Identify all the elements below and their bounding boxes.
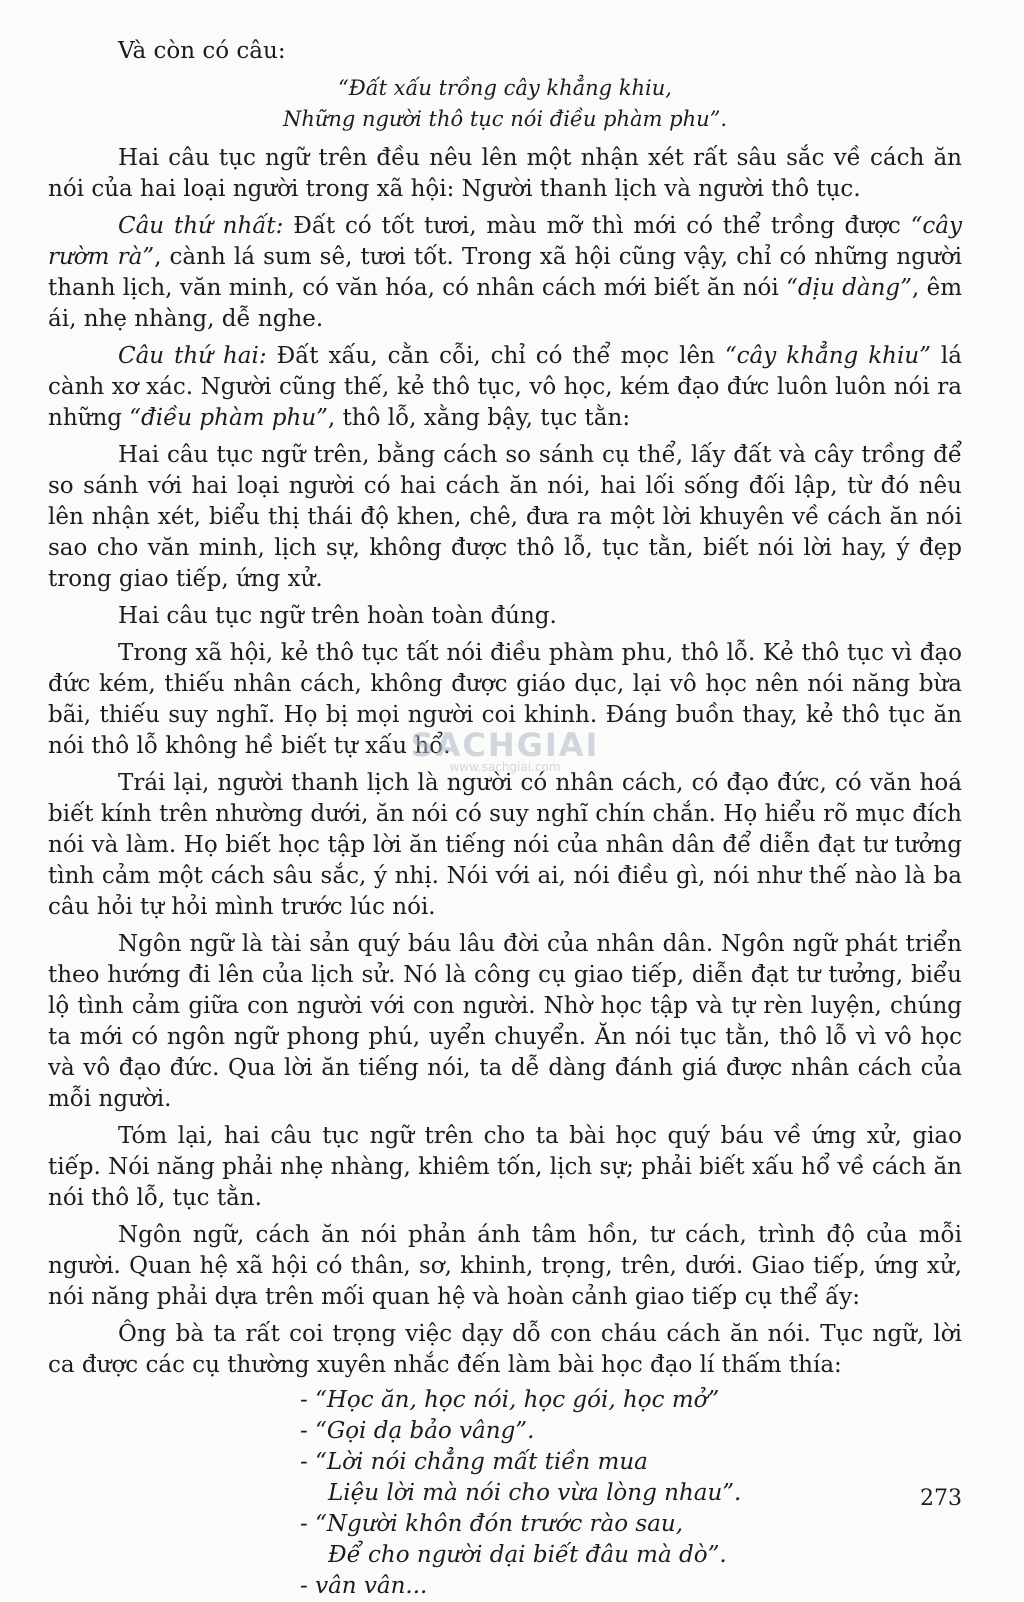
proverb-1: - “Học ăn, học nói, học gói, học mở” bbox=[300, 1387, 720, 1413]
paragraph-4: Hai câu tục ngữ trên, bằng cách so sánh cụ thể, lấy đất và cây trồng để so sánh với hai loại người có hai cách ăn nói, hai lối sống đối lập, từ đó nêu lên nhận xét, biểu thị thái độ khen, chê, đưa ra một lời khuyên về cách ăn nói sao cho văn minh, lịch sự, không được thô lỗ, tục tằn, biết nói lời hay, ý đẹp trong giao tiếp, ứng xử. bbox=[48, 442, 962, 592]
proverb-list bbox=[300, 1385, 962, 1602]
verse-line-2: Những người thô tục nói điều phàm phu”. bbox=[282, 107, 728, 131]
paragraph-3-text-c: , thô lỗ, xằng bậy, tục tằn: bbox=[327, 405, 631, 431]
paragraph-11: Ông bà ta rất coi trọng việc dạy dỗ con cháu cách ăn nói. Tục ngữ, lời ca được các cụ thường xuyên nhắc đến làm bài học đạo lí thấm thía: bbox=[48, 1321, 962, 1378]
paragraph-10: Ngôn ngữ, cách ăn nói phản ánh tâm hồn, tư cách, trình độ của mỗi người. Quan hệ xã hội có thân, sơ, khinh, trọng, trên, dưới. Giao tiếp, ứng xử, nói năng phải dựa trên mối quan hệ và hoàn cảnh giao tiếp cụ thể ấy: bbox=[48, 1222, 962, 1310]
proverb-4: - “Người khôn đón trước rào sau, bbox=[300, 1511, 684, 1537]
proverb-4-continued: Để cho người dại biết đâu mà dò”. bbox=[328, 1542, 727, 1568]
paragraph-3 bbox=[48, 341, 962, 434]
paragraph-3-text-b: lá cành xơ xác. Người cũng thế, kẻ thô tục, vô học, kém đạo đức luôn luôn nói ra những bbox=[48, 343, 962, 431]
paragraph-2 bbox=[48, 211, 962, 335]
page-body bbox=[48, 36, 962, 1602]
paragraph-2-text-b: , cành lá sum sê, tươi tốt. Trong xã hội cũng vậy, chỉ có những người thanh lịch, văn minh, có văn hóa, có nhân cách mới biết ăn nói bbox=[48, 244, 962, 301]
paragraph-3-quote-2: “điều phàm phu” bbox=[129, 405, 328, 431]
paragraph-1: Hai câu tục ngữ trên đều nêu lên một nhận xét rất sâu sắc về cách ăn nói của hai loại người trong xã hội: Người thanh lịch và người thô tục. bbox=[48, 145, 962, 202]
paragraph-3-text-a: Đất xấu, cằn cỗi, chỉ có thể mọc lên bbox=[266, 343, 725, 369]
paragraph-3-lead: Câu thứ hai: bbox=[118, 343, 267, 369]
proverb-3-continued: Liệu lời mà nói cho vừa lòng nhau”. bbox=[328, 1480, 742, 1506]
paragraph-2-text-a: Đất có tốt tươi, màu mỡ thì mới có thể trồng được bbox=[283, 213, 911, 239]
proverb-3: - “Lời nói chẳng mất tiền mua bbox=[300, 1449, 648, 1475]
paragraph-9: Tóm lại, hai câu tục ngữ trên cho ta bài học quý báu về ứng xử, giao tiếp. Nói năng phải nhẹ nhàng, khiêm tốn, lịch sự; phải biết xấu hổ về cách ăn nói thô lỗ, tục tằn. bbox=[48, 1123, 962, 1211]
watermark-logo bbox=[405, 726, 605, 774]
proverb-2: - “Gọi dạ bảo vâng”. bbox=[300, 1418, 535, 1444]
verse-quote bbox=[48, 73, 962, 135]
paragraph-2-lead: Câu thứ nhất: bbox=[118, 213, 284, 239]
watermark-url: www.sachgiai.com bbox=[449, 760, 561, 774]
paragraph-7: Trái lại, người thanh lịch là người có nhân cách, có đạo đức, có văn hoá biết kính trên nhường dưới, ăn nói có suy nghĩ chín chắn. Họ hiểu rõ mục đích nói và làm. Họ biết học tập lời ăn tiếng nói của nhân dân để diễn đạt tư tưởng tình cảm một cách sâu sắc, ý nhị. Nói với ai, nói điều gì, nói như thế nào là ba câu hỏi tự hỏi mình trước lúc nói. bbox=[48, 770, 962, 920]
paragraph-3-quote-1: “cây khẳng khiu” bbox=[724, 343, 931, 369]
paragraph-8: Ngôn ngữ là tài sản quý báu lâu đời của nhân dân. Ngôn ngữ phát triển theo hướng đi lên của lịch sử. Nó là công cụ giao tiếp, diễn đạt tư tưởng, biểu lộ tình cảm giữa con người với con người. Nhờ học tập và tự rèn luyện, chúng ta mới có ngôn ngữ phong phú, uyển chuyển. Ăn nói tục tằn, thô lỗ vì vô học và vô đạo đức. Qua lời ăn tiếng nói, ta dễ dàng đánh giá được nhân cách của mỗi người. bbox=[48, 931, 962, 1112]
paragraph-6: Trong xã hội, kẻ thô tục tất nói điều phàm phu, thô lỗ. Kẻ thô tục vì đạo đức kém, thiếu nhân cách, không được giáo dục, lại vô học nên nói năng bừa bãi, thiếu suy nghĩ. Họ bị mọi người coi khinh. Đáng buồn thay, kẻ thô tục ăn nói thô lỗ không hề biết tự xấu hổ. bbox=[48, 640, 962, 759]
intro-line: Và còn có câu: bbox=[118, 38, 286, 64]
paragraph-5: Hai câu tục ngữ trên hoàn toàn đúng. bbox=[118, 603, 557, 629]
proverb-etc: - vân vân... bbox=[300, 1573, 428, 1599]
paragraph-2-quote-1: “cây rườm rà” bbox=[48, 213, 962, 270]
paragraph-2-quote-2: “dịu dàng” bbox=[786, 275, 912, 301]
watermark-title: SACHGIAI bbox=[410, 726, 600, 764]
paragraph-2-text-c: , êm ái, nhẹ nhàng, dễ nghe. bbox=[48, 275, 962, 332]
page-number: 273 bbox=[920, 1486, 962, 1511]
verse-line-1: “Đất xấu trồng cây khẳng khiu, bbox=[338, 76, 672, 100]
